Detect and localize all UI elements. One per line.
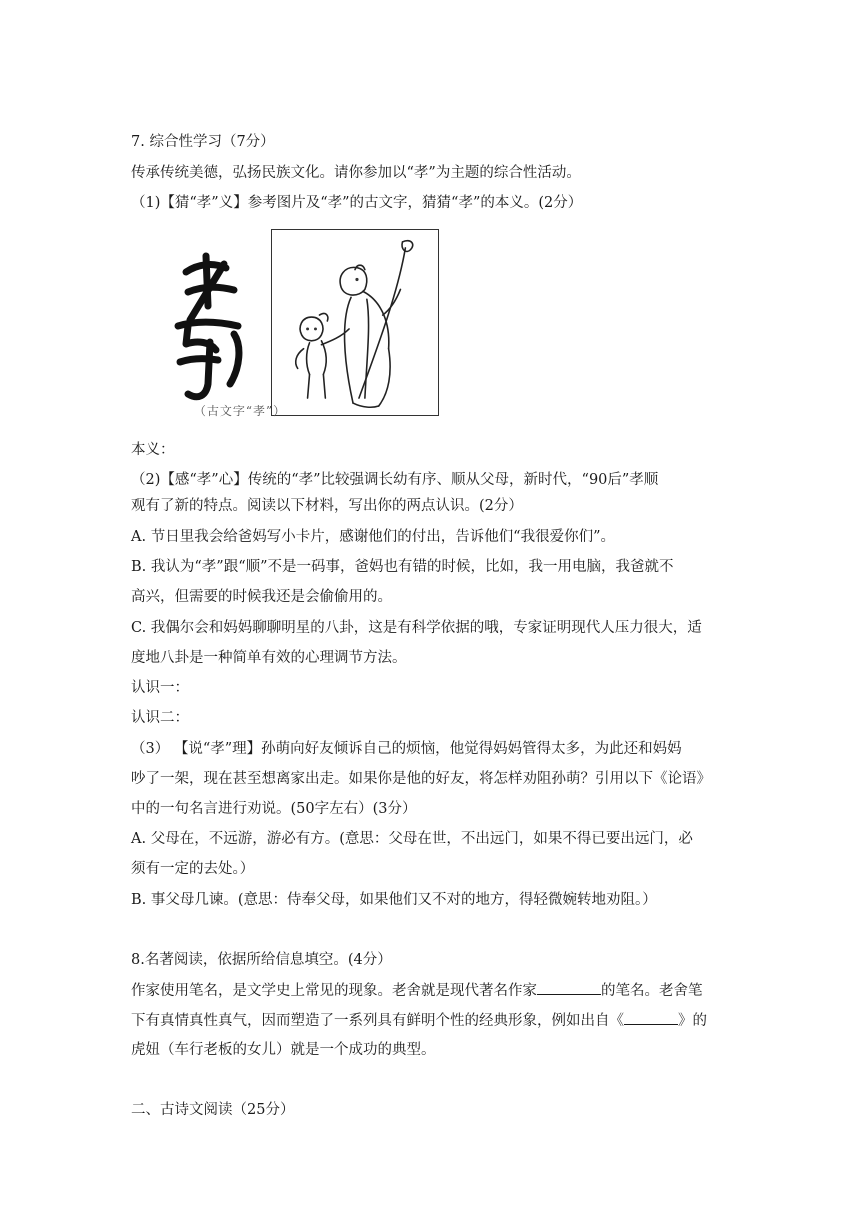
question-7-heading: 7. 综合性学习（7分）	[131, 134, 275, 150]
insight-one-label: 认识一：	[131, 680, 189, 696]
question-7-part-3-line-3: 中的一句名言进行劝说。(50字左右）(3分）	[131, 801, 417, 817]
quote-a-line-2: 须有一定的去处。）	[131, 861, 255, 877]
material-b-line-2: 高兴，但需要的时候我还是会偷偷用的。	[131, 589, 392, 605]
question-7-part-2-line-1: （2)【感“孝”心】传统的“孝”比较强调长幼有序、顺从父母，新时代，“90后”孝顺	[131, 472, 659, 488]
question-8-heading: 8.名著阅读，依据所给信息填空。(4分）	[131, 952, 392, 968]
question-7-part-3-line-1: （3） 【说“孝”理】孙萌向好友倾诉自己的烦恼，他觉得妈妈管得太多，为此还和妈妈	[131, 741, 682, 757]
section-2-heading: 二、古诗文阅读（25分）	[131, 1102, 295, 1118]
insight-two-label: 认识二：	[131, 710, 189, 726]
question-8-line-2-end: 》的	[678, 1013, 707, 1029]
material-c-line-2: 度地八卦是一种简单有效的心理调节方法。	[131, 650, 407, 666]
question-7-intro: 传承传统美德，弘扬民族文化。请你参加以“孝”为主题的综合性活动。	[131, 165, 581, 181]
material-c-line-1: C. 我偶尔会和妈妈聊聊明星的八卦，这是有科学依据的哦，专家证明现代人压力很大，适	[131, 620, 702, 636]
elder-and-child-picture	[271, 229, 439, 416]
question-7-part-2-line-2: 观有了新的特点。阅读以下材料，写出你的两点认识。(2分）	[131, 498, 523, 514]
question-8-line-1	[131, 980, 760, 1001]
question-7-part-3-line-2: 吵了一架，现在甚至想离家出走。如果你是他的好友，将怎样劝阻孙萌？引用以下《论语》	[131, 771, 711, 787]
quote-b: B. 事父母几谏。(意思：侍奉父母，如果他们又不对的地方，得轻微婉转地劝阻。）	[131, 892, 657, 908]
figure-caption: （古文字“孝”）	[193, 404, 287, 418]
book-title-blank[interactable]	[624, 1010, 678, 1025]
xiao-figure	[158, 224, 454, 431]
question-8-line-2-start: 下有真情真性真气，因而塑造了一系列具有鲜明个性的经典形象，例如出自《	[131, 1013, 624, 1029]
author-name-blank[interactable]	[537, 980, 601, 995]
question-7-part-1: （1)【猜“孝”义】参考图片及“孝”的古文字，猜猜“孝”的本义。(2分）	[131, 195, 583, 211]
question-8-line-1-end: 的笔名。老舍笔	[601, 983, 703, 999]
material-b-line-1: B. 我认为“孝”跟“顺”不是一码事，爸妈也有错的时候，比如，我一用电脑，我爸就不	[131, 559, 674, 575]
ancient-xiao-character-icon	[158, 234, 253, 419]
material-a: A. 节日里我会给爸妈写小卡片，感谢他们的付出，告诉他们“我很爱你们”。	[131, 529, 616, 545]
original-meaning-answer-label: 本义：	[131, 442, 175, 458]
question-8-line-2	[131, 1010, 760, 1031]
quote-a-line-1: A. 父母在，不远游，游必有方。(意思：父母在世，不出远门，如果不得已要出远门，必	[131, 831, 693, 847]
question-8-line-3: 虎妞（车行老板的女儿）就是一个成功的典型。	[131, 1042, 436, 1058]
question-8-line-1-start: 作家使用笔名，是文学史上常见的现象。老舍就是现代著名作家	[131, 983, 537, 999]
